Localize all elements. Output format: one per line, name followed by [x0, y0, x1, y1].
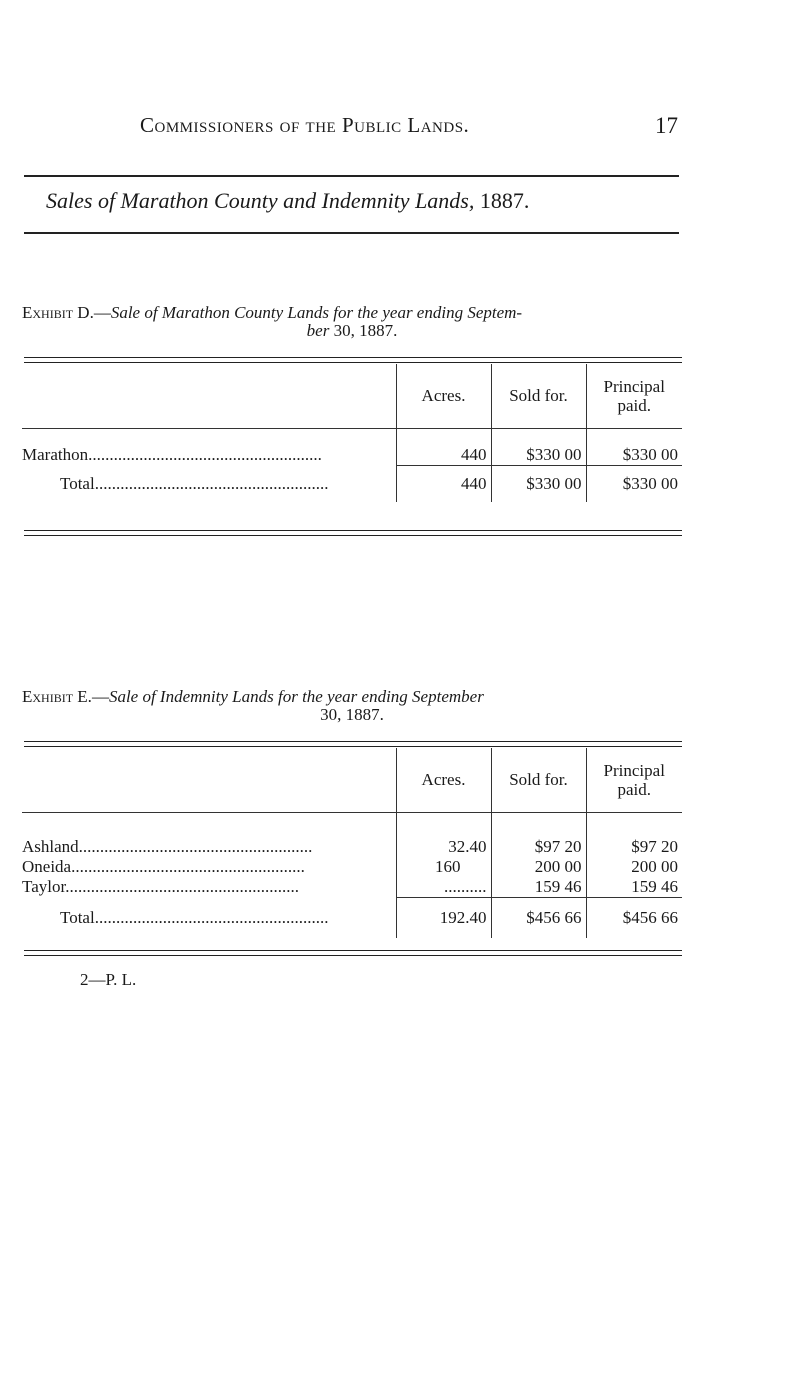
- column-header-principal-paid: Principal paid.: [586, 748, 682, 812]
- row-name: Marathon: [22, 445, 89, 465]
- total-name: Total: [60, 473, 95, 493]
- total-acres: 192.40: [396, 898, 491, 938]
- table-row: [22, 445, 682, 466]
- column-header-sold-for: Sold for.: [491, 748, 586, 812]
- exhibit-e-bottom-rule-2: [24, 955, 682, 956]
- subtitle-rule: [24, 232, 679, 234]
- total-sold-for: $330 00: [491, 466, 586, 502]
- exhibit-e-header-row: [22, 748, 682, 812]
- total-row: [22, 898, 682, 938]
- row-sold-for: 159 46: [491, 877, 586, 898]
- section-subtitle: [46, 188, 529, 214]
- exhibit-d-bottom-rule-1: [24, 530, 682, 531]
- page-number: 17: [655, 113, 678, 138]
- row-acres: 440: [396, 445, 491, 466]
- exhibit-d-title-line1: Sale of Marathon County Lands for the year ending Septem-: [110, 303, 523, 322]
- exhibit-e-title: Exhibit E.—Sale of Indemnity Lands for the year ending September 30, 1887.: [22, 688, 682, 724]
- exhibit-e-top-rule-2: [24, 746, 682, 747]
- row-label: Marathon.......................................................: [22, 445, 322, 465]
- total-row: [22, 466, 682, 502]
- total-name: Total: [60, 907, 95, 927]
- column-header-acres: Acres.: [396, 364, 491, 428]
- column-header-acres: Acres.: [396, 748, 491, 812]
- running-header-title: Commissioners of the Public Lands.: [140, 113, 470, 137]
- row-acres: 32.40: [396, 837, 491, 857]
- total-label: Total.......................................................: [60, 907, 329, 927]
- exhibit-d-header-row: [22, 364, 682, 428]
- row-label: Oneida.......................................................: [22, 857, 305, 876]
- exhibit-e-label: Exhibit E.: [22, 687, 92, 706]
- subtitle-year: 1887.: [479, 188, 530, 213]
- exhibit-e-bottom-rule-1: [24, 950, 682, 951]
- signature-mark: 2—P. L.: [80, 970, 137, 989]
- exhibit-e-title-line2: 30, 1887.: [320, 705, 384, 724]
- row-label: Taylor.......................................................: [22, 877, 299, 897]
- row-sold-for: $97 20: [491, 837, 586, 857]
- exhibit-d-bottom-rule-2: [24, 535, 682, 536]
- exhibit-d-label: Exhibit D.: [22, 303, 94, 322]
- exhibit-d-table: [22, 364, 682, 502]
- total-principal-paid: $330 00: [586, 466, 682, 502]
- total-acres: 440: [396, 466, 491, 502]
- header-rule: [24, 175, 679, 177]
- exhibit-e-title-line1: Sale of Indemnity Lands for the year ending September: [108, 687, 484, 706]
- row-principal-paid: $330 00: [586, 445, 682, 466]
- exhibit-d-title-line2-italic: ber: [306, 321, 330, 340]
- exhibit-d-title-line2: 30, 1887.: [329, 321, 398, 340]
- total-sold-for: $456 66: [491, 898, 586, 938]
- total-principal-paid: $456 66: [586, 898, 682, 938]
- exhibit-d-title: Exhibit D.—Sale of Marathon County Lands for the year ending Septem- ber 30, 1887.: [22, 303, 523, 340]
- row-name: Oneida: [22, 857, 72, 876]
- exhibit-e-table: [22, 748, 682, 938]
- row-principal-paid: 159 46: [586, 877, 682, 898]
- row-sold-for: $330 00: [491, 445, 586, 466]
- exhibit-d-top-rule-2: [24, 362, 682, 363]
- subtitle-text: Sales of Marathon County and Indemnity Lands,: [46, 188, 475, 213]
- row-principal-paid: 200 00: [586, 857, 682, 877]
- column-header-sold-for: Sold for.: [491, 364, 586, 428]
- row-sold-for: 200 00: [491, 857, 586, 877]
- row-principal-paid: $97 20: [586, 837, 682, 857]
- exhibit-e-top-rule-1: [24, 741, 682, 742]
- table-row: [22, 857, 682, 877]
- row-acres: ..........: [396, 877, 491, 898]
- row-name: Ashland: [22, 837, 79, 856]
- total-label: Total.......................................................: [60, 473, 329, 493]
- row-acres: 160: [396, 857, 491, 877]
- row-name: Taylor: [22, 877, 66, 897]
- row-label: Ashland.......................................................: [22, 837, 313, 856]
- table-row: [22, 837, 682, 857]
- exhibit-d-top-rule-1: [24, 357, 682, 358]
- column-header-principal-paid: Principal paid.: [586, 364, 682, 428]
- table-row: [22, 877, 682, 898]
